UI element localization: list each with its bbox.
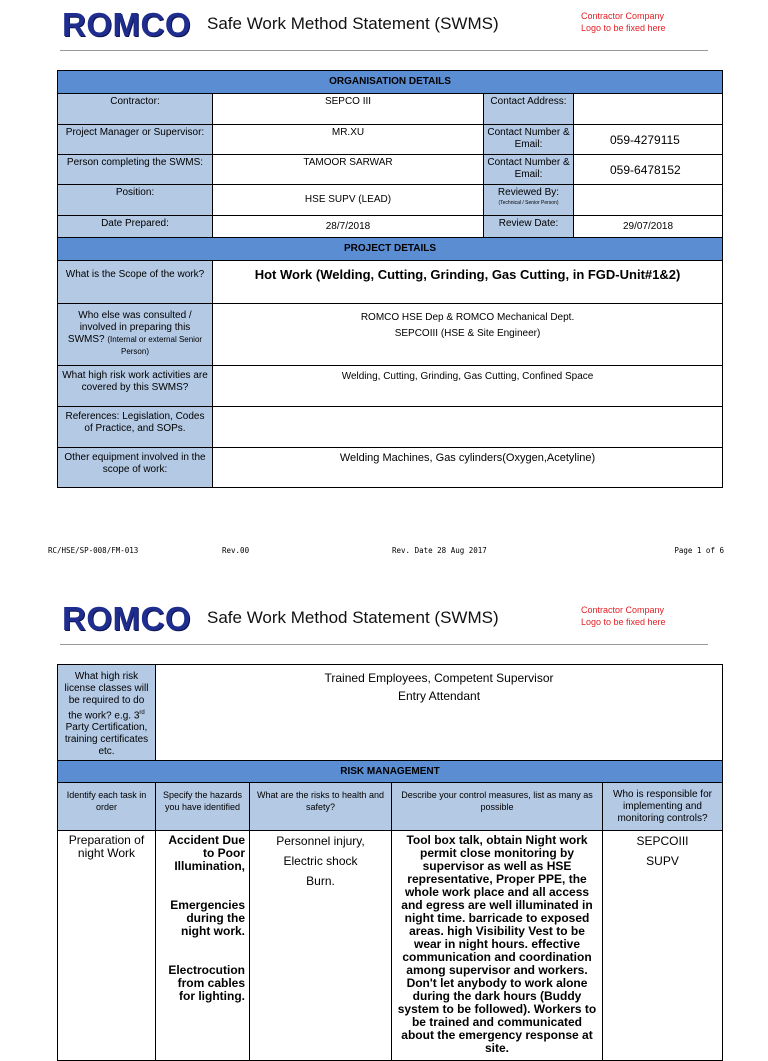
romco-logo: ROMCO [62,6,191,43]
responsible-cell: SEPCOIII SUPV [603,831,723,1061]
contact-number-value: 059-4279115 [574,125,723,155]
page-2 [0,590,768,1056]
page-number: Page 1 of 6 [674,546,724,555]
license-classes-label: What high risk license classes will be required to do the work? e.g. 3rd Party Certification, training certificates etc. [58,665,156,761]
references-value [213,407,723,448]
col-risks-header: What are the risks to health and safety? [250,783,392,831]
section-project-details: PROJECT DETAILS [58,238,723,261]
hazards-cell: Accident Due to Poor Illumination, Emergencies during the night work. Electrocution from cables for lighting. [156,831,250,1061]
col-responsible-header: Who is responsible for implementing and monitoring controls? [603,783,723,831]
revision-date: Rev. Date 28 Aug 2017 [392,546,487,555]
reviewed-by-value [574,185,723,216]
date-prepared-label: Date Prepared: [58,216,213,238]
section-organisation-details: ORGANISATION DETAILS [58,71,723,94]
scope-value: Hot Work (Welding, Cutting, Grinding, Gas Cutting, in FGD-Unit#1&2) [213,261,723,304]
risks-cell: Personnel injury, Electric shock Burn. [250,831,392,1061]
risk-management-table [57,664,723,1061]
col-controls-header: Describe your control measures, list as many as possible [392,783,603,831]
person-completing-value: TAMOOR SARWAR [213,155,484,185]
contractor-value: SEPCO III [213,94,484,125]
date-prepared-value: 28/7/2018 [213,216,484,238]
document-title: Safe Work Method Statement (SWMS) [207,14,499,33]
reviewed-by-cell [484,185,574,216]
consulted-note: (Internal or external Senior Person) [107,335,203,356]
contractor-label: Contractor: [58,94,213,125]
contact-number-label-2: Contact Number & Email: [484,155,574,185]
equipment-label: Other equipment involved in the scope of work: [58,448,213,488]
organisation-details-table [57,70,723,488]
high-risk-label: What high risk work activities are covered by this SWMS? [58,366,213,407]
project-manager-value: MR.XU [213,125,484,155]
romco-logo-2: ROMCO [62,600,191,637]
contractor-logo-placeholder-2: Contractor Company Logo to be fixed here [581,605,666,627]
review-date-label: Review Date: [484,216,574,238]
controls-cell: Tool box talk, obtain Night work permit close monitoring by supervisor as well as HSE representative, Proper PPE, the whole work place and all access and egress are well illuminated in night time. barricade to exposed areas. high Visibility Vest to be wear in night hours. effective communication and coordination among supervisor and workers. Don't let anybody to work alone during the dark hours (Buddy system to be followed). Workers to be trained and communicated about the emergency response at site. [392,831,603,1061]
contractor-logo-placeholder: Contractor Company Logo to be fixed here [581,11,666,33]
col-hazards-header: Specify the hazards you have identified [156,783,250,831]
position-value: HSE SUPV (LEAD) [213,185,484,216]
contact-address-label: Contact Address: [484,94,574,125]
contact-address-value [574,94,723,125]
high-risk-value: Welding, Cutting, Grinding, Gas Cutting, Confined Space [213,366,723,407]
consulted-label: Who else was consulted / involved in preparing this SWMS? [67,310,192,345]
contact-number-label: Contact Number & Email: [484,125,574,155]
page-header [60,2,708,51]
consulted-cell [58,304,213,366]
scope-label: What is the Scope of the work? [58,261,213,304]
col-task-header: Identify each task in order [58,783,156,831]
revision: Rev.00 [222,546,250,555]
task-cell: Preparation of night Work [58,831,156,1061]
reviewed-by-label: Reviewed By: [497,187,560,198]
position-label: Position: [58,185,213,216]
page-header-2 [60,596,708,645]
reviewed-by-note: (Technical / Senior Person) [498,200,559,206]
consulted-value: ROMCO HSE Dep & ROMCO Mechanical Dept. SEPCOIII (HSE & Site Engineer) [213,304,723,366]
doc-code: RC/HSE/SP-008/FM-013 [48,546,139,555]
person-completing-label: Person completing the SWMS: [58,155,213,185]
license-classes-value: Trained Employees, Competent Supervisor Entry Attendant [156,665,723,761]
equipment-value: Welding Machines, Gas cylinders(Oxygen,Acetyline) [213,448,723,488]
table-row [58,831,723,1061]
section-risk-management: RISK MANAGEMENT [58,761,723,783]
project-manager-label: Project Manager or Supervisor: [58,125,213,155]
review-date-value: 29/07/2018 [574,216,723,238]
document-title-2: Safe Work Method Statement (SWMS) [207,608,499,627]
references-label: References: Legislation, Codes of Practice, and SOPs. [58,407,213,448]
contact-number-value-2: 059-6478152 [574,155,723,185]
